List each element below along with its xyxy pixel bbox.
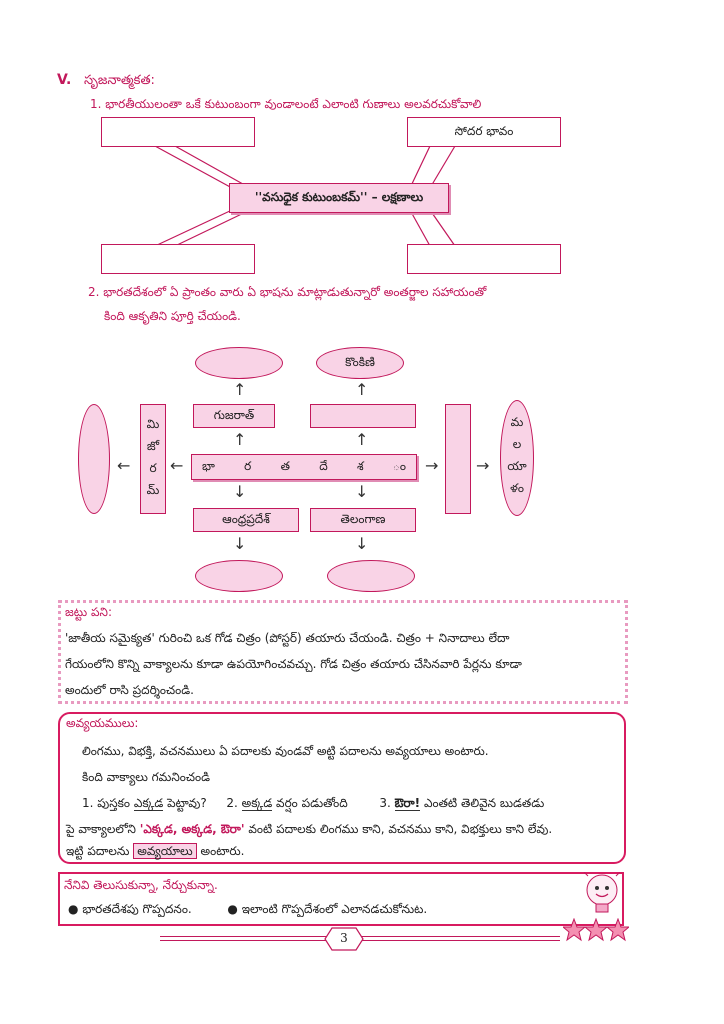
line-4-pre: పై వాక్యాలలోని [66,822,140,836]
q2-box-mizoram [140,404,166,514]
example-3-pre: 3. [379,796,395,810]
group-work-title: జట్టు పని: [65,605,113,619]
letter: ర [244,459,252,473]
lightbulb-mascot-icon [582,872,622,918]
avyayamulu-examples [82,790,544,816]
q1-box-bottom-right[interactable] [407,244,561,274]
letter: దే [319,459,328,473]
letter: త [280,459,290,473]
arrow-up-icon: ↑ [233,380,247,399]
learning-bullet-2: ఇలాంటి గొప్పదేశంలో ఎలానడచుకోనుట. [241,902,428,916]
arrow-up-icon: ↑ [355,430,369,449]
arrow-down-icon: ↓ [355,534,369,553]
example-2-post: వర్షం పడుతోంది [272,796,348,810]
q2-andhra-text: ఆంధ్రప్రదేశ్ [222,512,270,526]
q2-ellipse-bottom-right[interactable] [327,560,415,592]
page-number: 3 [340,931,348,945]
question-2-line-1: 2. భారతదేశంలో ఏ ప్రాంతం వారు ఏ భాషను మాట్లాడుతున్నారో అంతర్జాల సహాయంతో [88,285,487,299]
group-work-line-3: అందులో రాసి ప్రదర్శించండి. [65,683,194,697]
example-1-pre: 1. పుస్తకం [82,796,134,810]
line-4-bold: 'ఎక్కడ, అక్కడ, ఔరా' [139,822,245,836]
q1-center-box [229,183,449,213]
q2-box-andhra [193,508,299,532]
letter: జో [146,439,160,453]
example-3-word: ఔరా! [394,796,421,810]
letter: శ [357,459,364,473]
avyayamulu-line-2: కింది వాక్యాలు గమనించండి [82,770,210,784]
letter: ళం [510,481,524,495]
q2-center-letters [192,455,416,476]
group-work-line-2: గేయంలోని కొన్ని వాక్యాలను కూడా ఉపయోగించవచ్చు. గోడ చిత్రం తయారు చేసినవారి పేర్లను కూడా [65,657,522,671]
arrow-up-icon: ↑ [233,430,247,449]
q2-mizoram-text [141,405,165,501]
q2-ellipse-left[interactable] [78,404,110,514]
q1-top-right-text: సోదర భావం [454,124,514,138]
example-2-pre: 2. [226,796,242,810]
avyayamulu-line-5 [66,840,244,862]
learning-title: నేనివి తెలుసుకున్నా, నేర్చుకున్నా. [64,878,218,892]
arrow-left-icon: ← [170,456,184,475]
question-2-line-2: కింది ఆకృతిని పూర్తి చేయండి. [104,309,241,323]
q2-gujarat-text: గుజరాత్ [213,408,255,422]
q2-box-telangana [310,508,416,532]
letter: ర [149,461,157,475]
letter: యా [507,459,527,473]
q2-ellipse-bottom-left[interactable] [195,560,283,592]
q1-center-text: ''వసుధైక కుటుంబకమ్'' – లక్షణాలు [254,190,424,204]
q2-telangana-text: తెలంగాణ [340,512,386,526]
q2-box-right-blank[interactable] [445,404,471,514]
arrow-right-icon: → [425,456,439,475]
line-5-pre: ఇట్టి పదాలను [66,844,134,858]
letter: మి [146,417,160,431]
avyayalu-highlight: అవ్యయాలు [133,843,196,859]
q1-box-top-right[interactable] [407,117,561,147]
learning-bullets [68,902,427,919]
bullet-icon: ● [227,902,238,916]
q2-konkani-text: కొంకిణి [345,355,375,369]
letter: ల [512,437,522,451]
line-5-post: అంటారు. [196,844,245,858]
q2-ellipse-malayalam [500,400,534,516]
example-2-word: అక్కడ [241,796,273,810]
avyayamulu-line-1: లింగము, విభక్తి, వచనములు ఏ పదాలకు వుండవో అట్టి పదాలను అవ్యయాలు అంటారు. [82,744,489,758]
section-number: V. [57,72,72,88]
q2-box-top-blank[interactable] [310,404,416,428]
arrow-down-icon: ↓ [355,482,369,501]
example-3-post: ఎంతటి తెలివైన బుడతడు [420,796,545,810]
q1-box-bottom-left[interactable] [101,244,255,274]
arrow-up-icon: ↑ [355,380,369,399]
q2-ellipse-top-right [316,347,404,379]
bullet-icon: ● [68,902,79,916]
arrow-down-icon: ↓ [233,482,247,501]
example-1-post: పెట్టావు? [163,796,207,810]
letter: భా [202,459,215,473]
letter: మ [510,415,524,429]
q2-malayalam-text [501,401,533,499]
avyayamulu-line-4 [66,816,552,842]
arrow-right-icon: → [476,456,490,475]
question-1: 1. భారతీయులంతా ఒకే కుటుంబంగా వుండాలంటే ఎలాంటి గుణాలు అలవరచుకోవాలి [90,97,482,111]
section-title: సృజనాత్మకత: [84,73,155,88]
example-1-word: ఎక్కడ [133,796,164,810]
avyayamulu-title: అవ్యయములు: [66,716,139,730]
letter: మ్ [146,483,160,497]
q2-center-box [191,454,417,480]
learning-box [58,872,624,926]
q1-box-top-left[interactable] [101,117,255,147]
arrow-down-icon: ↓ [233,534,247,553]
learning-bullet-1: భారతదేశపు గొప్పదనం. [82,902,192,916]
avyayamulu-box [58,712,626,864]
q2-box-gujarat [193,404,275,428]
q2-ellipse-top-left[interactable] [195,347,283,379]
group-work-box [58,600,628,704]
arrow-left-icon: ← [117,456,131,475]
group-work-line-1: 'జాతీయ సమైక్యత' గురించి ఒక గోడ చిత్రం (పోస్టర్) తయారు చేయండి. చిత్రం + నినాదాలు లేదా [65,631,510,645]
stars-icon [563,918,629,942]
letter: ం [392,459,406,473]
line-4-post: వంటి పదాలకు లింగము కాని, వచనము కాని, విభక్తులు కాని లేవు. [244,822,553,836]
